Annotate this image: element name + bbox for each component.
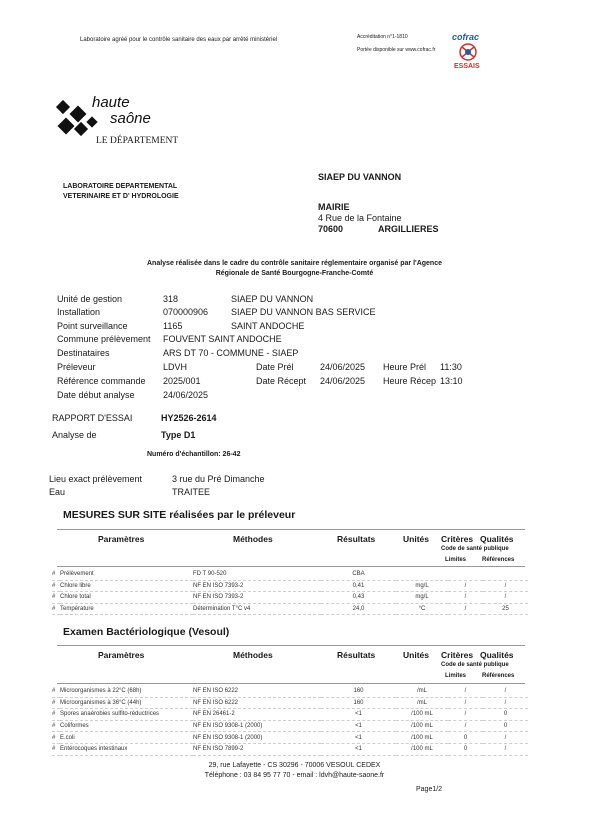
mesures-col-qualites: Qualités bbox=[480, 534, 514, 544]
cell-ref: / bbox=[504, 688, 507, 695]
date-prel-label: Date Prél bbox=[256, 362, 294, 372]
cell-param: Coliformes bbox=[60, 723, 89, 730]
dest-label: Destinataires bbox=[57, 348, 110, 358]
cell-result: <1 bbox=[355, 734, 362, 741]
date-recept-label: Date Récept bbox=[256, 376, 307, 386]
cell-param: Spores anaérobies sulfito-réductrices bbox=[60, 711, 160, 718]
lieu-value: 3 rue du Pré Dimanche bbox=[172, 474, 265, 484]
point-code: 1165 bbox=[163, 321, 183, 331]
lab-agreement-text: Laboratoire agréé pour le contrôle sanitaire des eaux par arrêté ministériel bbox=[80, 37, 278, 43]
haute-saone-logo bbox=[52, 92, 192, 152]
cell-result: 160 bbox=[353, 688, 364, 695]
cell-result: 0,41 bbox=[352, 582, 365, 589]
mesures-top-rule bbox=[57, 529, 525, 530]
mesures-col-unites: Unités bbox=[403, 534, 429, 544]
cell-mark: # bbox=[52, 699, 56, 706]
bacterio-col-unites: Unités bbox=[403, 650, 429, 660]
cell-unit bbox=[396, 569, 448, 580]
cell-result: <1 bbox=[355, 723, 362, 730]
footer-contact: Téléphone : 03 84 95 77 70 - email : ldvh@haute-saone.fr bbox=[204, 772, 385, 779]
cell-method: NF EN ISO 7393-2 bbox=[193, 582, 244, 589]
cell-limit: / bbox=[464, 594, 467, 601]
cell-param: Prélèvement bbox=[60, 571, 94, 578]
debut-value: 24/06/2025 bbox=[163, 390, 209, 400]
mesures-title-rest: réalisées par le préleveur bbox=[166, 509, 296, 521]
unite-name: SIAEP DU VANNON bbox=[231, 294, 314, 304]
cell-mark: # bbox=[52, 582, 56, 589]
cell-result: 0,43 bbox=[352, 594, 365, 601]
page-number: Page1/2 bbox=[416, 786, 443, 793]
cell-param: E.coli bbox=[60, 734, 75, 741]
debut-label: Date début analyse bbox=[57, 390, 135, 400]
cell-method: NF EN ISO 6222 bbox=[193, 688, 239, 695]
cell-mark: # bbox=[52, 606, 56, 613]
install-label: Installation bbox=[57, 307, 101, 317]
cofrac-logo bbox=[448, 32, 488, 76]
heure-recept-value: 13:10 bbox=[440, 376, 463, 386]
cell-limit: / bbox=[464, 711, 467, 718]
recipient-line2: 4 Rue de la Fontaine bbox=[318, 213, 402, 223]
cell-limit: 0 bbox=[463, 734, 468, 741]
cofrac-emblem-icon bbox=[456, 42, 480, 62]
cell-result: 160 bbox=[353, 699, 364, 706]
cell-limit: / bbox=[464, 723, 467, 730]
heure-prel-label: Heure Prél bbox=[383, 362, 427, 372]
footer-address: 29, rue Lafayette - CS 30296 - 70006 VESOUL CEDEX bbox=[208, 762, 381, 769]
recipient-line1: MAIRIE bbox=[318, 202, 350, 212]
table-row bbox=[52, 686, 528, 697]
rapport-label: RAPPORT D'ESSAI bbox=[52, 413, 133, 423]
intro-line2: Régionale de Santé Bourgogne-Franche-Comté bbox=[215, 270, 374, 277]
cell-result: <1 bbox=[355, 711, 362, 718]
table-row bbox=[52, 720, 528, 732]
table-row bbox=[52, 743, 528, 755]
cell-ref: 0 bbox=[503, 723, 508, 730]
bacterio-col-criteres: Critères bbox=[441, 650, 474, 660]
point-label: Point surveillance bbox=[57, 321, 128, 331]
cell-method: NF EN ISO 9308-1 (2000) bbox=[193, 723, 263, 730]
heure-recept-label: Heure Récep bbox=[383, 376, 437, 386]
preleveur-value: LDVH bbox=[163, 362, 188, 372]
cell-param: Chlore libre bbox=[60, 582, 91, 589]
analyse-label: Analyse de bbox=[52, 430, 97, 440]
cell-unit: /mL bbox=[416, 699, 427, 706]
cell-limit bbox=[448, 569, 483, 580]
cell-param: Microorganismes à 36°C (44h) bbox=[60, 699, 142, 706]
cell-ref: / bbox=[504, 734, 507, 741]
cell-param: Température bbox=[60, 606, 94, 613]
cell-method: NF EN ISO 9308-1 (2000) bbox=[193, 734, 263, 741]
recipient-postcode: 70600 bbox=[318, 224, 344, 234]
cell-unit: /100 mL bbox=[411, 746, 433, 753]
cell-result: <1 bbox=[355, 746, 362, 753]
ref-value: 2025/001 bbox=[163, 376, 201, 386]
bacterio-col-resultats: Résultats bbox=[337, 650, 376, 660]
essais-label: ESSAIS bbox=[454, 63, 480, 70]
mesures-col-resultats: Résultats bbox=[337, 534, 376, 544]
cell-unit: /100 mL bbox=[411, 734, 433, 741]
cell-unit: mg/L bbox=[415, 582, 429, 589]
eau-value: TRAITEE bbox=[172, 487, 211, 497]
logo-line1: haute bbox=[92, 94, 130, 111]
bacterio-code-sante: Code de santé publique bbox=[441, 662, 509, 668]
table-row bbox=[52, 732, 528, 744]
cell-mark: # bbox=[52, 746, 56, 753]
cofrac-wordmark: cofrac bbox=[452, 32, 480, 42]
cell-ref: 25 bbox=[502, 606, 509, 613]
commune-value: FOUVENT SAINT ANDOCHE bbox=[163, 334, 282, 344]
cell-method: FD T 90-520 bbox=[193, 571, 227, 578]
mesures-title bbox=[63, 509, 295, 521]
cell-ref: 0 bbox=[503, 711, 508, 718]
cell-limit: / bbox=[464, 688, 467, 695]
cell-result: 24,0 bbox=[352, 606, 365, 613]
cell-method: NF EN 26461-2 bbox=[193, 711, 235, 718]
ref-label: Référence commande bbox=[57, 376, 146, 386]
cell-param: Entérocoques intestinaux bbox=[60, 746, 128, 753]
cell-mark: # bbox=[52, 594, 56, 601]
mesures-col-parametres: Paramètres bbox=[98, 534, 145, 544]
cell-result: CBA bbox=[352, 571, 365, 578]
commune-label: Commune prélèvement bbox=[57, 334, 151, 344]
mesures-title-bold: MESURES SUR SITE bbox=[63, 509, 167, 521]
bacterio-col-references: Références bbox=[482, 673, 515, 679]
mesures-col-limites: Limites bbox=[445, 557, 467, 563]
cell-ref bbox=[483, 569, 528, 580]
analyse-value: Type D1 bbox=[161, 430, 196, 440]
table-row bbox=[52, 709, 528, 721]
bacterio-col-qualites: Qualités bbox=[480, 650, 514, 660]
cell-unit: /mL bbox=[416, 688, 427, 695]
cell-unit: /100 mL bbox=[411, 723, 433, 730]
table-row bbox=[52, 569, 528, 580]
cell-ref: / bbox=[504, 582, 507, 589]
cell-mark: # bbox=[52, 571, 56, 578]
mesures-header-rule bbox=[57, 566, 525, 567]
cell-mark: # bbox=[52, 688, 56, 695]
cell-unit: °C bbox=[418, 606, 426, 613]
date-prel-value: 24/06/2025 bbox=[320, 362, 366, 372]
cell-limit: / bbox=[464, 699, 467, 706]
recipient-city: ARGILLIERES bbox=[378, 224, 439, 234]
logo-line2: saône bbox=[110, 110, 151, 127]
install-name: SIAEP DU VANNON BAS SERVICE bbox=[231, 307, 376, 317]
bacterio-header-rule bbox=[57, 683, 525, 684]
point-name: SAINT ANDOCHE bbox=[231, 321, 305, 331]
mesures-code-sante: Code de santé publique bbox=[441, 546, 509, 552]
bacterio-col-parametres: Paramètres bbox=[98, 650, 145, 660]
mesures-col-methodes: Méthodes bbox=[233, 534, 273, 544]
table-row bbox=[52, 592, 528, 604]
lieu-label: Lieu exact prélèvement bbox=[49, 474, 143, 484]
eau-label: Eau bbox=[49, 487, 66, 497]
mesures-col-criteres: Critères bbox=[441, 534, 474, 544]
mesures-table bbox=[52, 569, 528, 615]
lab-name-line2: VETERINAIRE ET D' HYDROLOGIE bbox=[63, 193, 179, 200]
cell-method: NF EN ISO 7899-2 bbox=[193, 746, 244, 753]
accreditation-number: Accréditation n°1-1810 bbox=[357, 34, 408, 40]
bacterio-title: Examen Bactériologique (Vesoul) bbox=[63, 626, 230, 638]
heure-prel-value: 11:30 bbox=[440, 362, 462, 372]
logo-department: LE DÉPARTEMENT bbox=[96, 136, 179, 146]
recipient-name: SIAEP DU VANNON bbox=[318, 172, 402, 182]
bacterio-col-methodes: Méthodes bbox=[233, 650, 273, 660]
date-recept-value: 24/06/2025 bbox=[320, 376, 366, 386]
cell-mark: # bbox=[52, 723, 56, 730]
cell-mark: # bbox=[52, 711, 56, 718]
lab-name-line1: LABORATOIRE DEPARTEMENTAL bbox=[63, 183, 178, 190]
cell-unit: mg/L bbox=[415, 594, 429, 601]
cell-method: NF EN ISO 6222 bbox=[193, 699, 239, 706]
preleveur-label: Préleveur bbox=[57, 362, 96, 372]
cell-limit: 0 bbox=[463, 746, 468, 753]
table-row bbox=[52, 603, 528, 615]
echantillon-number: Numéro d'échantillon: 26-42 bbox=[147, 451, 241, 458]
install-code: 070000906 bbox=[163, 307, 209, 317]
dest-value: ARS DT 70 - COMMUNE - SIAEP bbox=[163, 348, 299, 358]
cell-param: Chlore total bbox=[60, 594, 91, 601]
bacterio-table bbox=[52, 686, 528, 756]
cell-mark: # bbox=[52, 734, 56, 741]
unite-code: 318 bbox=[163, 294, 179, 304]
cell-limit: / bbox=[464, 582, 467, 589]
cell-method: NF EN ISO 7393-2 bbox=[193, 594, 244, 601]
rapport-value: HY2526-2614 bbox=[161, 413, 217, 423]
cell-ref: / bbox=[504, 699, 507, 706]
cell-ref: / bbox=[504, 594, 507, 601]
cell-unit: /100 mL bbox=[411, 711, 433, 718]
mesures-col-references: Références bbox=[482, 557, 515, 563]
portee-link[interactable]: Portée disponible sur www.cofrac.fr bbox=[357, 47, 436, 53]
table-row bbox=[52, 697, 528, 709]
cell-ref: / bbox=[504, 746, 507, 753]
bacterio-col-limites: Limites bbox=[445, 673, 467, 679]
unite-label: Unité de gestion bbox=[57, 294, 123, 304]
intro-line1: Analyse réalisée dans le cadre du contrôle sanitaire réglementaire organisé par l'Agence bbox=[146, 260, 442, 267]
cell-limit: / bbox=[464, 606, 467, 613]
bacterio-top-rule bbox=[57, 645, 525, 646]
cell-param: Microorganismes à 22°C (68h) bbox=[60, 688, 142, 695]
cell-method: Détermination T°C v4 bbox=[193, 606, 251, 613]
table-row bbox=[52, 580, 528, 592]
